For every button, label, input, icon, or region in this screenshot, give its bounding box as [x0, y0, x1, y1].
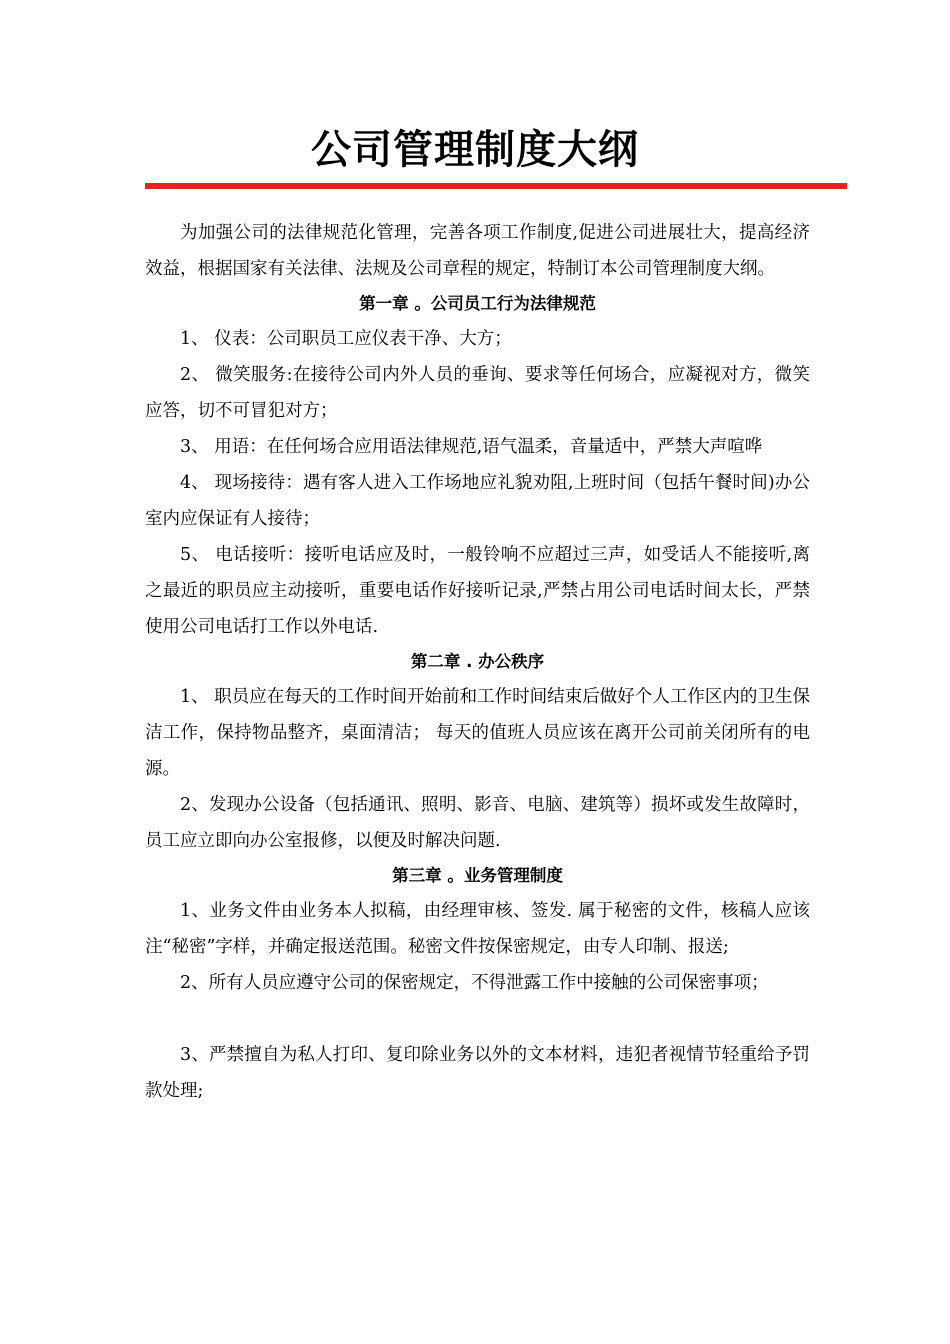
chapter-1-item-1: 1、 仪表：公司职员工应仪表干净、大方；: [180, 329, 512, 349]
chapter-1-item-2: 2、 微笑服务:在接待公司内外人员的垂询、要求等任何场合，应凝视对方，微笑应答，切不可冒犯对方；: [145, 365, 810, 421]
document-title: 公司管理制度大纲: [311, 127, 639, 173]
chapter-3-item-2: 2、所有人员应遵守公司的保密规定，不得泄露工作中接触的公司保密事项；: [180, 973, 769, 993]
chapter-1-item-3: 3、 用语：在任何场合应用语法律规范,语气温柔，音量适中，严禁大声喧哗: [180, 437, 763, 457]
document-body: [145, 215, 810, 1109]
chapter-3-item-1: 1、业务文件由业务本人拟稿，由经理审核、签发. 属于秘密的文件，核稿人应该注“秘密”字样，并确定报送范围。秘密文件按保密规定，由专人印制、报送;: [145, 901, 810, 957]
intro-paragraph: 为加强公司的法律规范化管理，完善各项工作制度,促进公司进展壮大，提高经济效益，根据国家有关法律、法规及公司章程的规定，特制订本公司管理制度大纲。: [145, 223, 810, 279]
chapter-2-item-1: 1、 职员应在每天的工作时间开始前和工作时间结束后做好个人工作区内的卫生保洁工作，保持物品整齐，桌面清洁； 每天的值班人员应该在离开公司前关闭所有的电源。: [145, 687, 810, 779]
chapter-2-item-2: 2、发现办公设备（包括通讯、照明、影音、电脑、建筑等）损坏或发生故障时，员工应立即向办公室报修，以便及时解决问题.: [145, 795, 810, 851]
blank-line: [145, 1001, 810, 1037]
chapter-1-heading: 第一章 。公司员工行为法律规范: [359, 294, 596, 313]
chapter-3-heading: 第三章 。业务管理制度: [392, 866, 563, 885]
chapter-1-item-5: 5、 电话接听：接听电话应及时，一般铃响不应超过三声，如受话人不能接听,离之最近的职员应主动接听，重要电话作好接听记录,严禁占用公司电话时间太长，严禁使用公司电话打工作以外电话.: [145, 545, 810, 637]
chapter-2-heading: 第二章 . 办公秩序: [410, 652, 545, 671]
title-underline-rule: [145, 183, 847, 189]
chapter-1-item-4: 4、 现场接待：遇有客人进入工作场地应礼貌劝阻,上班时间（包括午餐时间)办公室内应保证有人接待；: [145, 473, 810, 529]
chapter-3-item-3: 3、严禁擅自为私人打印、复印除业务以外的文本材料，违犯者视情节轻重给予罚款处理;: [145, 1045, 810, 1101]
